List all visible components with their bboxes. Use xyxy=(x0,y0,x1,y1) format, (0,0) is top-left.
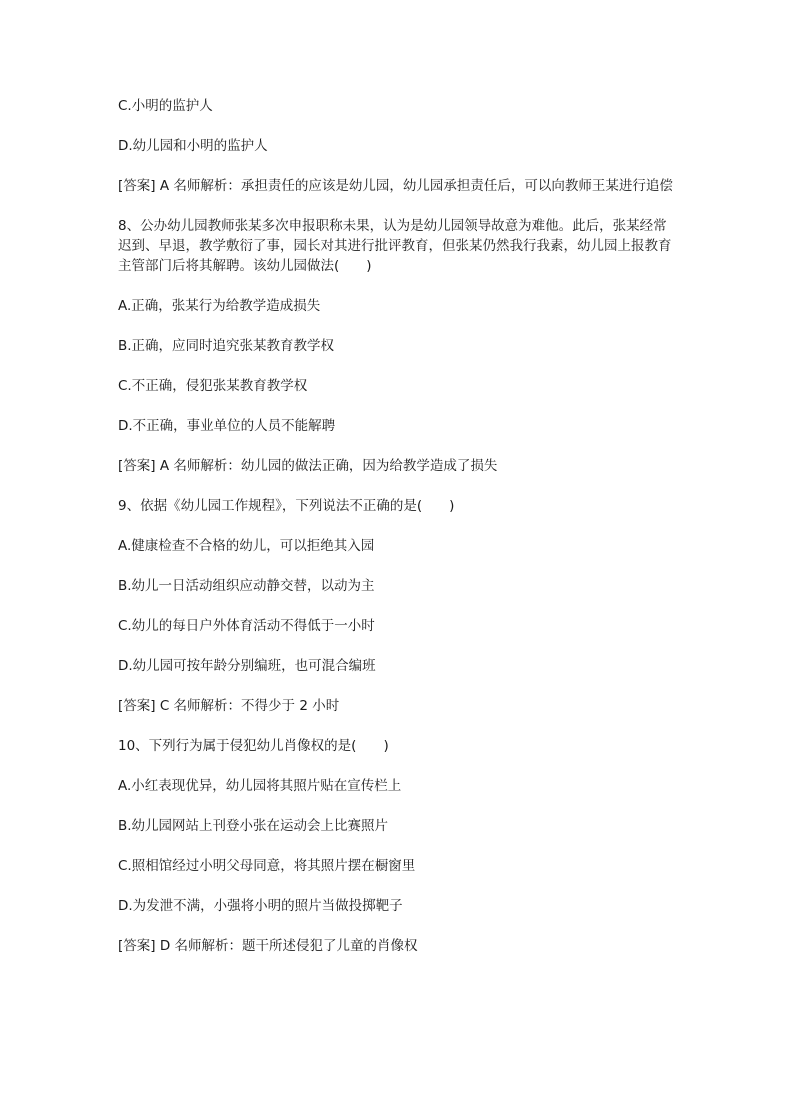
q8-option-a: A.正确，张某行为给教学造成损失 xyxy=(118,298,321,314)
q8-option-b: B.正确，应同时追究张某教育教学权 xyxy=(118,338,335,354)
q7-option-c: C.小明的监护人 xyxy=(118,98,213,114)
q9-answer: [答案] C 名师解析：不得少于 2 小时 xyxy=(118,698,340,714)
q9-option-a: A.健康检查不合格的幼儿，可以拒绝其入园 xyxy=(118,538,375,554)
q9-option-d: D.幼儿园可按年龄分别编班，也可混合编班 xyxy=(118,658,376,674)
q8-option-c: C.不正确，侵犯张某教育教学权 xyxy=(118,378,308,394)
q9-stem: 9、依据《幼儿园工作规程》，下列说法不正确的是( ) xyxy=(118,498,455,514)
q10-option-b: B.幼儿园网站上刊登小张在运动会上比赛照片 xyxy=(118,818,389,834)
q10-answer: [答案] D 名师解析：题干所述侵犯了儿童的肖像权 xyxy=(118,938,418,954)
q9-option-c: C.幼儿的每日户外体育活动不得低于一小时 xyxy=(118,618,375,634)
q8-option-d: D.不正确，事业单位的人员不能解聘 xyxy=(118,418,336,434)
q9-option-b: B.幼儿一日活动组织应动静交替，以动为主 xyxy=(118,578,375,594)
q8-stem: 8、公办幼儿园教师张某多次申报职称未果，认为是幼儿园领导故意为难他。此后，张某经常迟到、早退，教学敷衍了事，园长对其进行批评教育，但张某仍然我行我素，幼儿园上报教育主管部门后将其解聘。该幼儿园做法( ) xyxy=(118,218,672,274)
document-page xyxy=(118,96,678,976)
q7-answer: [答案] A 名师解析：承担责任的应该是幼儿园，幼儿园承担责任后，可以向教师王某进行追偿 xyxy=(118,178,673,194)
q7-option-d: D.幼儿园和小明的监护人 xyxy=(118,138,268,154)
q10-option-a: A.小红表现优异，幼儿园将其照片贴在宣传栏上 xyxy=(118,778,402,794)
q8-answer: [答案] A 名师解析：幼儿园的做法正确，因为给教学造成了损失 xyxy=(118,458,498,474)
q10-option-d: D.为发泄不满，小强将小明的照片当做投掷靶子 xyxy=(118,898,403,914)
q10-option-c: C.照相馆经过小明父母同意，将其照片摆在橱窗里 xyxy=(118,858,416,874)
q10-stem: 10、下列行为属于侵犯幼儿肖像权的是( ) xyxy=(118,738,389,754)
